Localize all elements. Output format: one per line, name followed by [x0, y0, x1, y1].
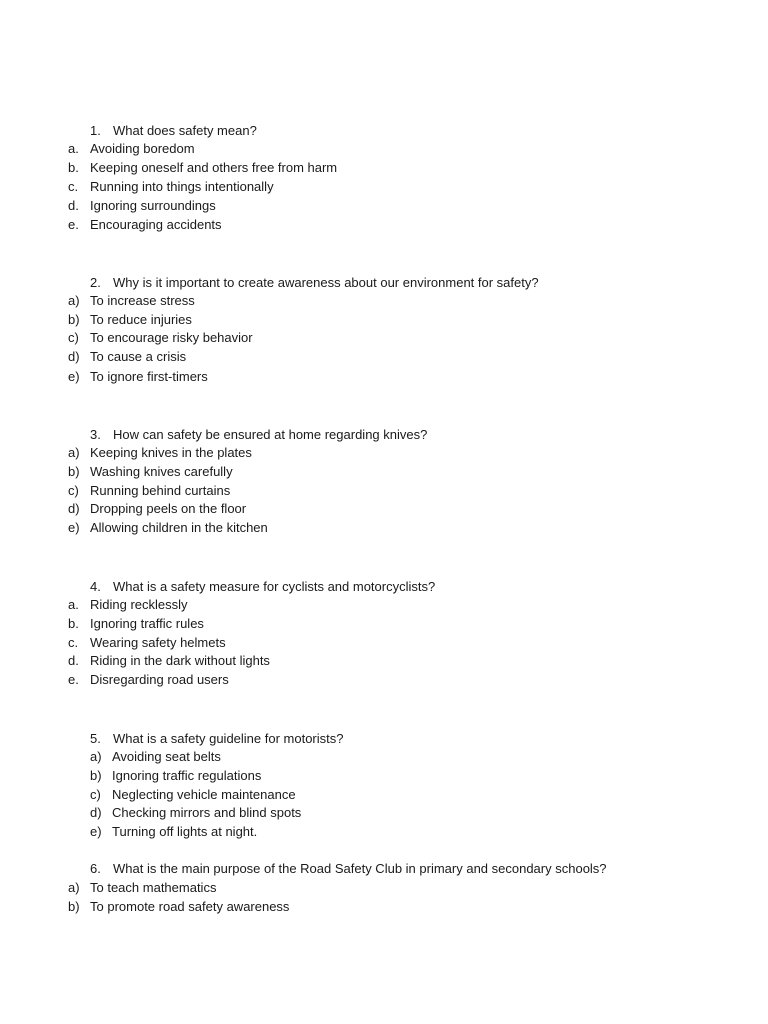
option-marker: c) [90, 787, 101, 802]
option-text: Ignoring traffic regulations [112, 768, 262, 783]
option-text: Running behind curtains [90, 483, 231, 498]
question-text: What is a safety guideline for motorists? [113, 731, 344, 746]
option-text: To increase stress [90, 293, 195, 308]
question-text: How can safety be ensured at home regarding knives? [113, 427, 428, 442]
option-marker: a. [68, 141, 79, 156]
option-marker: b. [68, 160, 79, 175]
option-text: Keeping oneself and others free from harm [90, 160, 338, 175]
option-marker: b) [90, 768, 102, 783]
option-marker: e) [90, 824, 102, 839]
option-text: Turning off lights at night. [112, 824, 258, 839]
option-marker: d) [68, 501, 80, 516]
option-text: To cause a crisis [90, 349, 187, 364]
option-marker: a) [68, 293, 80, 308]
option-text: Avoiding seat belts [112, 749, 221, 764]
question-text: What is a safety measure for cyclists and motorcyclists? [113, 579, 436, 594]
option-marker: a) [90, 749, 102, 764]
question-text: What is the main purpose of the Road Safety Club in primary and secondary schools? [113, 861, 607, 876]
option-marker: b) [68, 312, 80, 327]
option-text: To reduce injuries [90, 312, 192, 327]
option-marker: a) [68, 880, 80, 895]
option-text: Avoiding boredom [90, 141, 195, 156]
option-marker: d) [90, 805, 102, 820]
option-marker: c) [68, 483, 79, 498]
option-text: Checking mirrors and blind spots [112, 805, 302, 820]
option-marker: d. [68, 653, 79, 668]
option-text: Allowing children in the kitchen [90, 520, 268, 535]
option-text: To encourage risky behavior [90, 330, 253, 345]
question-number: 3. [90, 427, 101, 442]
option-text: To teach mathematics [90, 880, 217, 895]
option-marker: e. [68, 217, 79, 232]
option-text: Wearing safety helmets [90, 635, 226, 650]
option-marker: e) [68, 369, 80, 384]
option-text: To promote road safety awareness [90, 899, 290, 914]
option-text: Encouraging accidents [90, 217, 222, 232]
option-text: Ignoring surroundings [90, 198, 216, 213]
option-marker: c. [68, 179, 79, 194]
option-text: Disregarding road users [90, 672, 229, 687]
option-text: Washing knives carefully [90, 464, 233, 479]
option-text: Dropping peels on the floor [90, 501, 247, 516]
option-marker: b) [68, 899, 80, 914]
question-number: 1. [90, 123, 101, 138]
option-marker: a. [68, 597, 79, 612]
option-marker: c. [68, 635, 79, 650]
question-number: 6. [90, 861, 101, 876]
option-marker: d) [68, 349, 80, 364]
option-marker: e) [68, 520, 80, 535]
option-marker: b. [68, 616, 79, 631]
option-text: Neglecting vehicle maintenance [112, 787, 296, 802]
option-text: Keeping knives in the plates [90, 445, 252, 460]
question-number: 2. [90, 275, 101, 290]
option-marker: a) [68, 445, 80, 460]
option-text: To ignore first-timers [90, 369, 208, 384]
question-number: 4. [90, 579, 101, 594]
option-text: Riding recklessly [90, 597, 188, 612]
option-marker: e. [68, 672, 79, 687]
option-text: Riding in the dark without lights [90, 653, 270, 668]
option-text: Running into things intentionally [90, 179, 274, 194]
question-text: What does safety mean? [113, 123, 257, 138]
question-text: Why is it important to create awareness about our environment for safety? [113, 275, 539, 290]
question-number: 5. [90, 731, 101, 746]
option-marker: c) [68, 330, 79, 345]
option-marker: b) [68, 464, 80, 479]
option-text: Ignoring traffic rules [90, 616, 204, 631]
option-marker: d. [68, 198, 79, 213]
